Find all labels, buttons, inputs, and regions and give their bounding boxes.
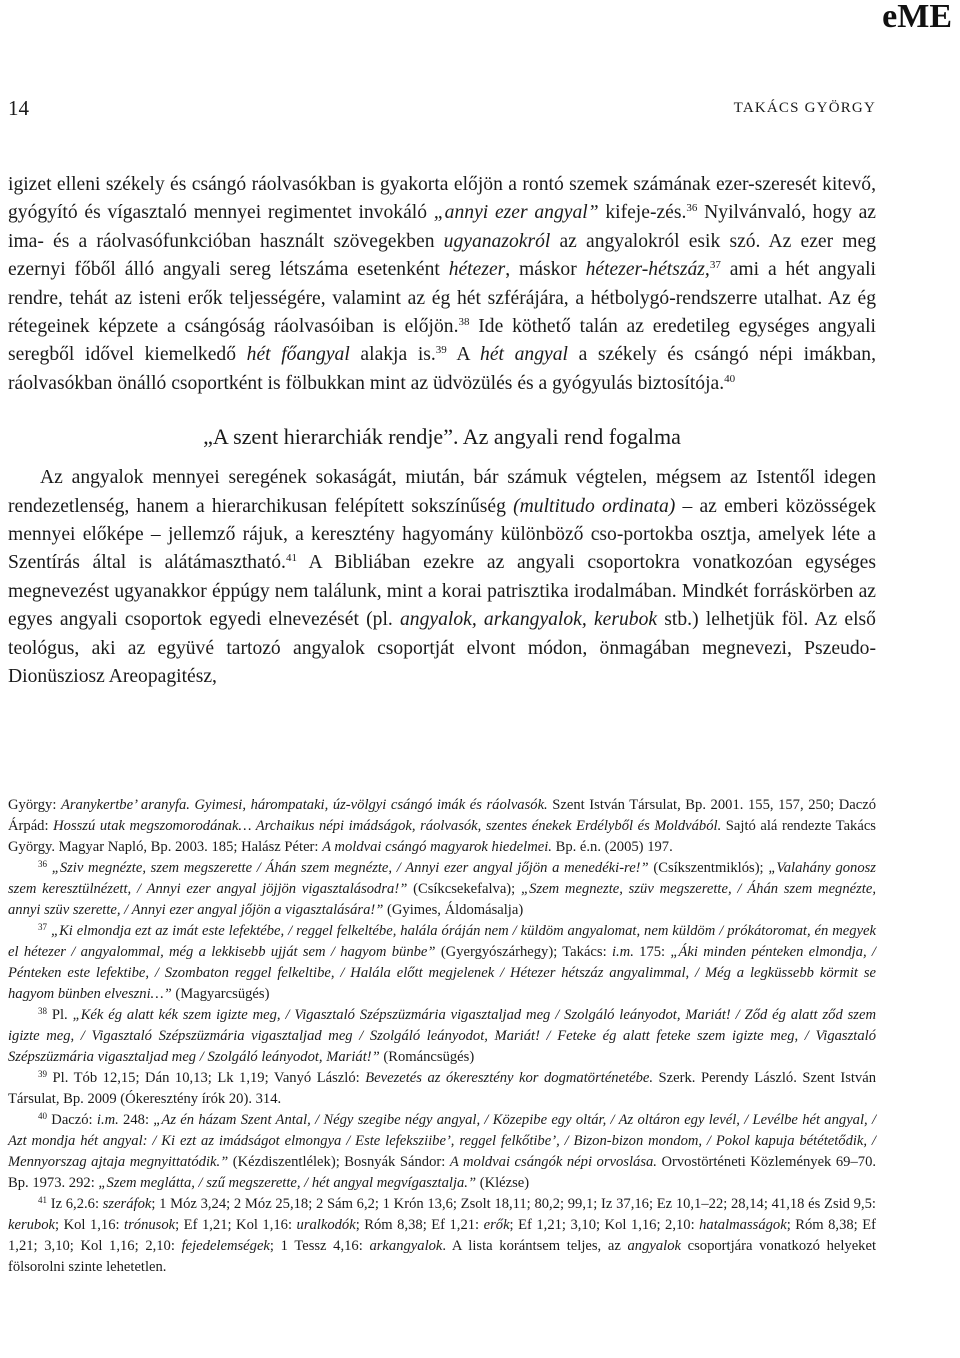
text-run: csoportjára vonatkozó helyeket fölsorolni szinte lehetetlen. [8, 1238, 877, 1275]
text-run: A Bibliában ezekre az angyali csoportokra vonatkozóan egységes megnevezést ugyanakkor éppúgy nem találunk, mint a korai patrisztika irodalmában. Mindkét forráskörben az egyes angyali csoportok egyedi elnevezését (pl. [8, 552, 877, 631]
text-run: a székely és csángó népi imákban, ráolvasókban önálló csoportként is fölbukkan mint az üdvözülés és a gyógyulás biztosítója. [8, 344, 876, 394]
italic-text: uralkodók [296, 1217, 356, 1233]
main-text [8, 171, 876, 692]
text-run: (Gyergyószárhegy); Takács: [435, 944, 612, 960]
italic-text: „Szem megnezte, szüv megszerette, / Áhán szem megnézte, annyi szüv szerette, / Annyi ezer angyal jőjön a vigasztalására!” [8, 881, 876, 918]
text-run: (Csíkcsekefalva); [407, 881, 522, 897]
italic-text: „Valahány gonosz szem keresztülnézett, / Annyi ezer angyal jöjjön vigasztalásodra!” [8, 860, 876, 897]
text-run: Orvostörténeti Közlemények 69–70. Bp. 1973. 292: [8, 1154, 877, 1191]
text-run: az angyalokról esik szó. Az ezer meg ezernyi főből álló angyali sereg létszáma esetenként [8, 230, 876, 281]
footnote-ref: 39 [38, 1069, 47, 1079]
text-run: ; Róm 8,38; Ef 1,21: [355, 1217, 484, 1233]
footnote-ref: 40 [38, 1111, 47, 1121]
text-run: (Magyarcsügés) [171, 986, 270, 1002]
italic-text: „annyi ezer angyal” [433, 202, 599, 224]
italic-text: Hosszú utak megszomorodának… Archaikus népi imádságok, ráolvasók, szentes énekek Erdélyből és Moldvából. [53, 818, 722, 834]
footnote-ref: 36 [686, 202, 698, 215]
text-run: ; Ef 1,21; Kol 1,16: [175, 1217, 297, 1233]
text-run: Nyilvánvaló, hogy az ima- és a ráolvasófunkcióban használt szövegekben [8, 202, 877, 252]
text-run: (Klézse) [476, 1175, 530, 1191]
text-run: stb.) lelhetjük föl. Az első teológus, aki az együvé tartozó angyalok csoportját elvont módon, önmagában megnevezi, Pszeudo-Dionüsziosz Areopagitész, [8, 609, 876, 688]
italic-text: arkangyalok [369, 1238, 443, 1254]
italic-text: „Kék ég alatt kék szem igizte meg, / Vigasztaló Szépszüzmária vigasztaljad meg / Szolgáló leányodot, Mariát! / Ződ ég alatt ződ szem igizte meg, / Vigasztaló Szépszüzmária vigasztaljad meg / Szolgáló leányodot, Mariát! / Feteke ég alatt feteke szem igizte meg, / Vigasztaló Szépszüzmária vigasztaljad meg / Szolgáló leányodot, Mariát!” [8, 1007, 876, 1065]
text-run: 175: [633, 944, 671, 960]
text-run: (Kézdiszentlélek); Bosnyák Sándor: [228, 1154, 450, 1170]
italic-text: angyalok [627, 1238, 681, 1254]
footnote [8, 795, 876, 858]
text-run: ; Róm 8,38; Ef 1,21; 3,10; Kol 1,16; 2,10: [8, 1217, 876, 1254]
italic-text: trónusok [124, 1217, 176, 1233]
text-run: . A lista korántsem teljes, az [442, 1238, 628, 1254]
italic-text: „Az én házam Szent Antal, / Négy szegibe négy angyal, / Közepibe egy oltár, / Az oltáron egy levél, / Levélbe hét angyal, / Azt mondja hét angyal: / Ki ezt az imádságot elmongya / Este lefeksziibe’, reggel felkőtibe’, / Bizon-bizon mondom, / Pokol kapuja bététetődik, / Mennyorszag ajtaja megnyittatódik.” [8, 1112, 877, 1170]
footnote [8, 1068, 876, 1110]
italic-text: ugyanazokról [443, 230, 551, 252]
text-run: Iz 6,2.6: [47, 1196, 103, 1212]
footnote [8, 858, 876, 921]
text-run: Szent István Társulat, Bp. 2001. 155, 157, 250; Daczó Árpád: [8, 797, 876, 834]
text-run: – az emberi közösségek mennyei előképe – jellemző rájuk, a keresztény hagyomány különböző cso-portokba osztja, amelyek léte a Szentírás által is alátámasztható. [8, 495, 876, 574]
text-run: 248: [118, 1112, 154, 1128]
text-run: , máskor [505, 259, 586, 281]
text-run: A [446, 344, 481, 366]
italic-text: szeráfok [102, 1196, 152, 1212]
italic-text: „Szem meglátta, / szű megszerette, / hét angyal megvígasztalja.” [98, 1175, 477, 1191]
text-run: alakja is. [349, 344, 436, 366]
italic-text: hatalmasságok [699, 1217, 787, 1233]
text-run: ; Kol 1,16: [55, 1217, 125, 1233]
text-run: Ide köthető talán az eredetileg egységes angyali seregből idővel kiemelkedő [8, 316, 876, 366]
text-run: György: [8, 797, 61, 813]
footnote [8, 1194, 876, 1278]
italic-text: fejedelemségek [181, 1238, 270, 1254]
footnote-ref: 41 [285, 552, 297, 565]
footnote [8, 921, 876, 1005]
italic-text: Bevezetés az ókeresztény kor dogmatörténetébe. [365, 1070, 654, 1086]
text-run: Sajtó alá rendezte Takács György. Magyar Napló, Bp. 2003. 185; Halász Péter: [8, 818, 876, 855]
running-title: TAKÁCS GYÖRGY [733, 100, 876, 116]
text-run: ; Ef 1,21; 3,10; Kol 1,16; 2,10: [509, 1217, 700, 1233]
italic-text: „Ki elmondja ezt az imát este lefektébe, / reggel felkeltébe, halála óráján nem / küldöm angyalomat, nem küldöm / prókátoromat, én megyek el hétezer / angyalommal, még a lekkisebb ujját sem / hagyom bünbe” [8, 923, 876, 960]
section-title: „A szent hierarchiák rendje”. Az angyali rend fogalma [203, 424, 681, 450]
footnote-ref: 38 [458, 316, 470, 329]
italic-text: i.m. [96, 1112, 119, 1128]
text-run: ; 1 Tessz 4,16: [269, 1238, 370, 1254]
italic-text: A moldvai csángók népi orvoslása. [449, 1154, 657, 1170]
page-number: 14 [8, 96, 29, 120]
footnote-ref: 41 [38, 1195, 47, 1205]
italic-text: erők [483, 1217, 510, 1233]
italic-text: Aranykertbe’ aranyfa. Gyimesi, hárompataki, úz-völgyi csángó imák és ráolvasók. [60, 797, 548, 813]
text-run: Pl. [47, 1007, 73, 1023]
italic-text: „Sziv megnézte, szem megszerette / Áhán szem megnézte, / Annyi ezer angyal jőjön a menedéki-re!” [51, 860, 649, 876]
paragraph-1 [8, 171, 876, 398]
text-run: igizet elleni székely és csángó ráolvasókban is gyakorta előjön a rontó szemek számának ezer-szeresét kitevő, gyógyító és vígasztaló mennyei regimentet invokáló [8, 174, 876, 224]
italic-text: i.m. [611, 944, 634, 960]
text-run: Bp. é.n. (2005) 197. [551, 839, 673, 855]
text-run: ; 1 Móz 3,24; 2 Móz 25,18; 2 Sám 6,2; 1 Krón 13,6; Zsolt 18,11; 80,2; 99,1; Iz 37,16; Ez 10,1–22; 28,14; 41,18 és Zsid 9,5: [151, 1196, 876, 1212]
italic-text: hétezer-hétszáz, [585, 259, 710, 281]
italic-text: hét főangyal [246, 344, 350, 366]
text-run: ami a hét angyali rendre, tehát az isteni erők teljességére, valamint az ég hét szférájára, a hétbolygó-rendszerre utalhat. Az ég rétegeinek képzete a csángóság ráolvasóiban is előjön. [8, 259, 876, 338]
footnote-ref: 36 [38, 859, 47, 869]
text-run: (Csíkszentmiklós); [648, 860, 769, 876]
text-run: Pl. Tób 12,15; Dán 10,13; Lk 1,19; Vanyó László: [47, 1070, 366, 1086]
text-run: kifeje-zés. [598, 202, 687, 224]
text-run: Szerk. Perendy László. Szent István Társulat, Bp. 2009 (Ókeresztény írók 20). 314. [8, 1070, 876, 1107]
text-run: (Gyimes, Áldomásalja) [383, 902, 524, 918]
text-run: Az angyalok mennyei seregének sokaságát, miután, bár számuk végtelen, mégsem az Istentől idegen rendezetlenség, hanem a hierarchikusan felépített sokszínűség [8, 467, 876, 517]
footnote [8, 1005, 876, 1068]
footnote-ref: 39 [435, 344, 447, 357]
footnote-ref: 37 [709, 259, 721, 272]
italic-text: angyalok, arkangyalok, kerubok [400, 609, 658, 631]
italic-text: A moldvai csángó magyarok hiedelmei. [322, 839, 552, 855]
text-run: (Románcsügés) [379, 1049, 475, 1065]
footnotes [8, 795, 876, 1278]
publisher-logo: eME [882, 0, 952, 35]
text-run: Daczó: [47, 1112, 97, 1128]
italic-text: hét angyal [480, 344, 568, 366]
footnote-ref: 37 [38, 922, 47, 932]
footnote-ref: 40 [724, 372, 736, 385]
italic-text: (multitudo ordinata) [513, 495, 676, 517]
italic-text: hétezer [448, 259, 506, 281]
footnote-ref: 38 [38, 1006, 47, 1016]
italic-text: kerubok [8, 1217, 56, 1233]
footnote [8, 1110, 876, 1194]
paragraph-2 [8, 464, 876, 691]
italic-text: „Áki minden pénteken elmondja, / Pénteken este lefektibe, / Szombaton reggel felkeltibe, / Halála előtt megjelenek / Hétezer hétszáz angyalimmal, / Még a legküssebb körmit se hagyom bünben elveszni…” [8, 944, 876, 1002]
